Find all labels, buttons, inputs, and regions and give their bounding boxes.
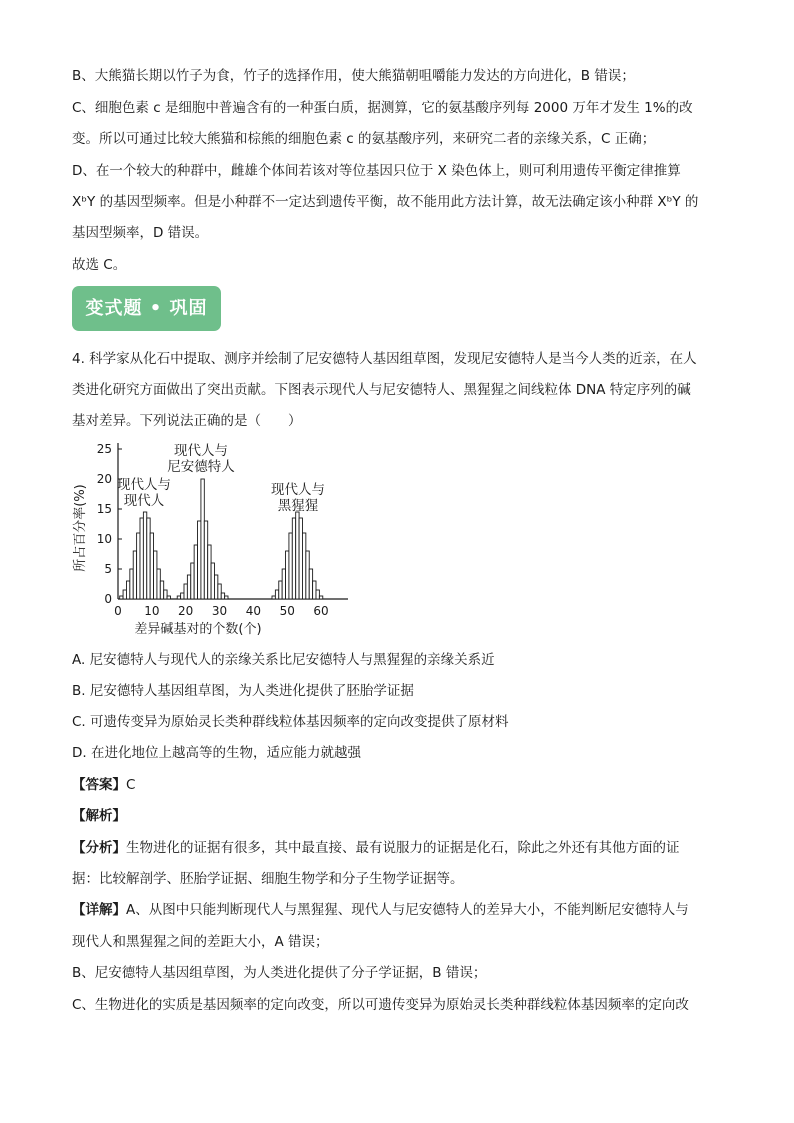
series-annotation: 现代人与 bbox=[174, 443, 228, 459]
y-axis-label: 所占百分率(%) bbox=[73, 484, 88, 572]
histogram-bar bbox=[204, 521, 207, 599]
histogram-bar bbox=[147, 518, 150, 599]
explanation-line-d3: 基因型频率，D 错误。 bbox=[72, 225, 209, 241]
xiangjie-label: 【详解】 bbox=[72, 902, 126, 918]
y-tick-label: 20 bbox=[96, 472, 112, 486]
histogram-bar bbox=[137, 533, 140, 599]
histogram-bar bbox=[208, 545, 211, 599]
answer-value: C bbox=[126, 777, 136, 793]
fenxi-line-1 bbox=[72, 838, 680, 858]
histogram-bar bbox=[319, 596, 322, 599]
histogram-bar bbox=[140, 518, 143, 599]
histogram-bar bbox=[184, 584, 187, 599]
histogram-bar bbox=[282, 569, 285, 599]
histogram-bar bbox=[177, 596, 180, 599]
histogram-bar bbox=[214, 575, 217, 599]
xiangjie-text-1: A、从图中只能判断现代人与黑猩猩、现代人与尼安德特人的差异大小，不能判断尼安德特人与 bbox=[126, 902, 689, 918]
histogram-bar bbox=[221, 593, 224, 599]
histogram-bar bbox=[181, 593, 184, 599]
x-tick-label: 0 bbox=[114, 604, 122, 618]
x-tick-label: 40 bbox=[245, 604, 262, 618]
histogram-bar bbox=[126, 581, 129, 599]
histogram-bar bbox=[191, 563, 194, 599]
analysis-title: 【解析】 bbox=[72, 808, 126, 824]
histogram-bar bbox=[120, 596, 123, 599]
histogram-bar bbox=[292, 518, 295, 599]
explanation-line-b: B、大熊猫长期以竹子为食，竹子的选择作用，使大熊猫朝咀嚼能力发达的方向进化，B 错误； bbox=[72, 68, 635, 84]
histogram-bar bbox=[316, 590, 319, 599]
histogram-bar bbox=[306, 551, 309, 599]
histogram-bar bbox=[218, 584, 221, 599]
x-tick-label: 10 bbox=[144, 604, 160, 618]
explanation-line-c2: 变。所以可通过比较大熊猫和棕熊的细胞色素 c 的氨基酸序列，来研究二者的亲缘关系，C 正确； bbox=[72, 131, 656, 147]
y-tick-label: 0 bbox=[104, 592, 112, 606]
xiangjie-line-1 bbox=[72, 900, 689, 920]
question-stem-line-2: 类进化研究方面做出了突出贡献。下图表示现代人与尼安德特人、黑猩猩之间线粒体 DNA 特定序列的碱 bbox=[72, 382, 691, 398]
fenxi-text-1: 生物进化的证据有很多，其中最直接、最有说服力的证据是化石，除此之外还有其他方面的证 bbox=[126, 840, 680, 856]
histogram-bar bbox=[160, 581, 163, 599]
x-tick-label: 20 bbox=[178, 604, 194, 618]
histogram-figure bbox=[72, 436, 362, 645]
fenxi-label: 【分析】 bbox=[72, 840, 126, 856]
option-a: A. 尼安德特人与现代人的亲缘关系比尼安德特人与黑猩猩的亲缘关系近 bbox=[72, 652, 495, 668]
histogram-bar bbox=[194, 545, 197, 599]
histogram-bar bbox=[299, 518, 302, 599]
histogram-bar bbox=[309, 569, 312, 599]
histogram-bar bbox=[143, 512, 146, 599]
y-tick-label: 5 bbox=[104, 562, 112, 576]
xiangjie-line-4: C、生物进化的实质是基因频率的定向改变，所以可遗传变异为原始灵长类种群线粒体基因频率的定向改 bbox=[72, 997, 689, 1013]
histogram-bar bbox=[157, 569, 160, 599]
histogram-bar bbox=[154, 551, 157, 599]
answer-line bbox=[72, 775, 135, 795]
question-stem-line-1: 4. 科学家从化石中提取、测序并绘制了尼安德特人基因组草图，发现尼安德特人是当今人类的近亲，在人 bbox=[72, 351, 697, 367]
histogram-bar bbox=[201, 479, 204, 599]
histogram-bar bbox=[164, 590, 167, 599]
histogram-bar bbox=[150, 533, 153, 599]
series-annotation: 现代人与 bbox=[271, 482, 325, 498]
histogram-bar bbox=[275, 590, 278, 599]
histogram-bar bbox=[133, 551, 136, 599]
option-b: B. 尼安德特人基因组草图，为人类进化提供了胚胎学证据 bbox=[72, 683, 414, 699]
series-annotation: 黑猩猩 bbox=[277, 498, 319, 514]
histogram-bar bbox=[286, 551, 289, 599]
series-annotation: 尼安德特人 bbox=[167, 459, 235, 475]
question-stem-line-3: 基对差异。下列说法正确的是（ ） bbox=[72, 413, 302, 429]
x-tick-label: 60 bbox=[313, 604, 329, 618]
y-tick-label: 10 bbox=[96, 532, 112, 546]
histogram-bar bbox=[130, 569, 133, 599]
histogram-bar bbox=[313, 581, 316, 599]
histogram-bar bbox=[272, 596, 275, 599]
histogram-chart bbox=[72, 436, 362, 641]
xiangjie-line-3: B、尼安德特人基因组草图，为人类进化提供了分子学证据，B 错误； bbox=[72, 965, 487, 981]
histogram-bar bbox=[167, 596, 170, 599]
fenxi-line-2: 据：比较解剖学、胚胎学证据、细胞生物学和分子生物学证据等。 bbox=[72, 871, 464, 887]
histogram-bar bbox=[225, 596, 228, 599]
histogram-bar bbox=[302, 533, 305, 599]
x-tick-label: 30 bbox=[211, 604, 228, 618]
option-c: C. 可遗传变异为原始灵长类种群线粒体基因频率的定向改变提供了原材料 bbox=[72, 714, 509, 730]
series-annotation: 现代人与 bbox=[117, 477, 171, 493]
y-tick-label: 15 bbox=[96, 502, 112, 516]
series-annotation: 现代人 bbox=[123, 493, 165, 509]
histogram-bar bbox=[296, 512, 299, 599]
x-tick-label: 50 bbox=[279, 604, 295, 618]
histogram-bar bbox=[198, 521, 201, 599]
histogram-bar bbox=[211, 563, 214, 599]
y-tick-label: 25 bbox=[96, 442, 112, 456]
xiangjie-line-2: 现代人和黑猩猩之间的差距大小，A 错误； bbox=[72, 934, 329, 950]
explanation-line-d2: XᵇY 的基因型频率。但是小种群不一定达到遗传平衡，故不能用此方法计算，故无法确定该小种群 XᵇY 的 bbox=[72, 194, 699, 210]
histogram-bar bbox=[187, 575, 190, 599]
answer-label: 【答案】 bbox=[72, 777, 126, 793]
x-axis-label: 差异碱基对的个数(个) bbox=[134, 622, 262, 637]
explanation-line-d1: D、在一个较大的种群中，雌雄个体间若该对等位基因只位于 X 染色体上，则可利用遗传平衡定律推算 bbox=[72, 163, 681, 179]
histogram-bar bbox=[123, 590, 126, 599]
option-d: D. 在进化地位上越高等的生物，适应能力就越强 bbox=[72, 745, 361, 761]
explanation-line-c1: C、细胞色素 c 是细胞中普遍含有的一种蛋白质，据测算，它的氨基酸序列每 2000 万年才发生 1%的改 bbox=[72, 100, 693, 116]
histogram-bar bbox=[289, 533, 292, 599]
section-badge: 变式题 • 巩固 bbox=[72, 286, 221, 331]
conclusion-line: 故选 C。 bbox=[72, 257, 127, 273]
histogram-bar bbox=[279, 581, 282, 599]
